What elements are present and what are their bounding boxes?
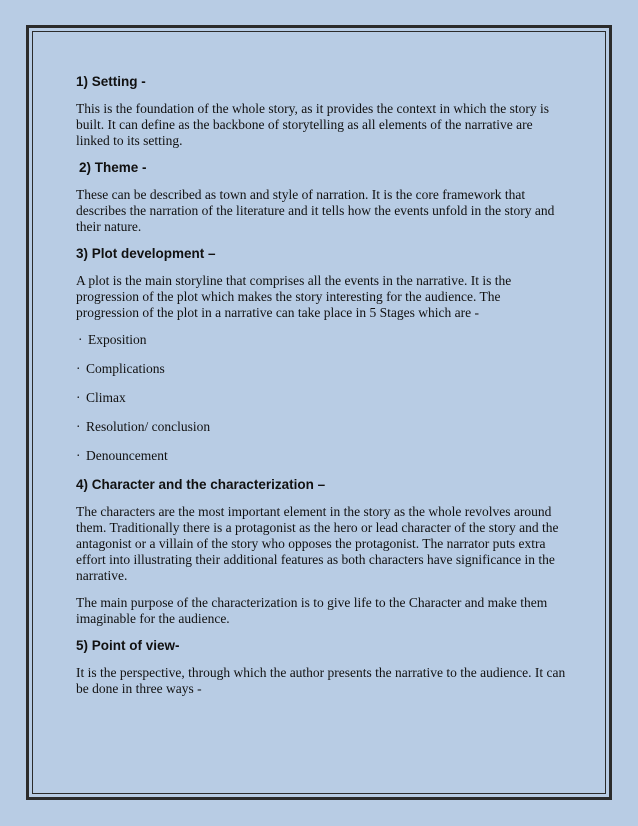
section-paragraph-setting: This is the foundation of the whole story, as it provides the context in which the story is built. It can define as the backbone of storytelling as all elements of the narrative are linked to its setting. [76,101,550,148]
list-item-text: Exposition [88,332,147,347]
section-paragraph-plot: A plot is the main storyline that comprises all the events in the narrative. It is the progression of the plot which makes the story interesting for the audience. The progression of the plot in a narrative can take place in 5 Stages which are - [76,273,512,320]
section-heading-character: 4) Character and the characterization – [76,477,326,492]
section-heading-point-of-view: 5) Point of view- [76,638,180,653]
section-heading-plot: 3) Plot development – [76,246,216,261]
list-item [76,332,566,348]
section-heading-setting: 1) Setting - [76,74,146,89]
bullet-icon: · [76,448,81,463]
list-item [76,390,566,406]
bullet-icon: · [78,332,83,347]
section-paragraph-point-of-view: It is the perspective, through which the author presents the narrative to the audience. It can be done in three ways - [76,665,566,696]
document-body [76,74,566,708]
list-item [76,419,566,435]
list-item-text: Climax [86,390,126,405]
list-item-text: Complications [86,361,165,376]
bullet-icon: · [76,361,81,376]
bullet-icon: · [76,390,81,405]
section-paragraph-character: The characters are the most important element in the story as the whole revolves around them. Traditionally there is a protagonist as the hero or lead character of the story and the antagonist or a villain of the story who opposes the protagonist. The narrator puts extra effort into illustrating their additional features as both characters have significance in the narrative. [76,504,559,583]
section-paragraph-characterization: The main purpose of the characterization is to give life to the Character and make them imaginable for the audience. [76,595,548,626]
section-paragraph-theme: These can be described as town and style of narration. It is the core framework that describes the narration of the literature and it tells how the events unfold in the story and their nature. [76,187,555,234]
list-item [76,361,566,377]
list-item-text: Resolution/ conclusion [86,419,211,434]
list-item-text: Denouncement [86,448,168,463]
section-heading-theme: 2) Theme - [79,160,147,175]
list-item [76,448,566,464]
bullet-icon: · [76,419,81,434]
